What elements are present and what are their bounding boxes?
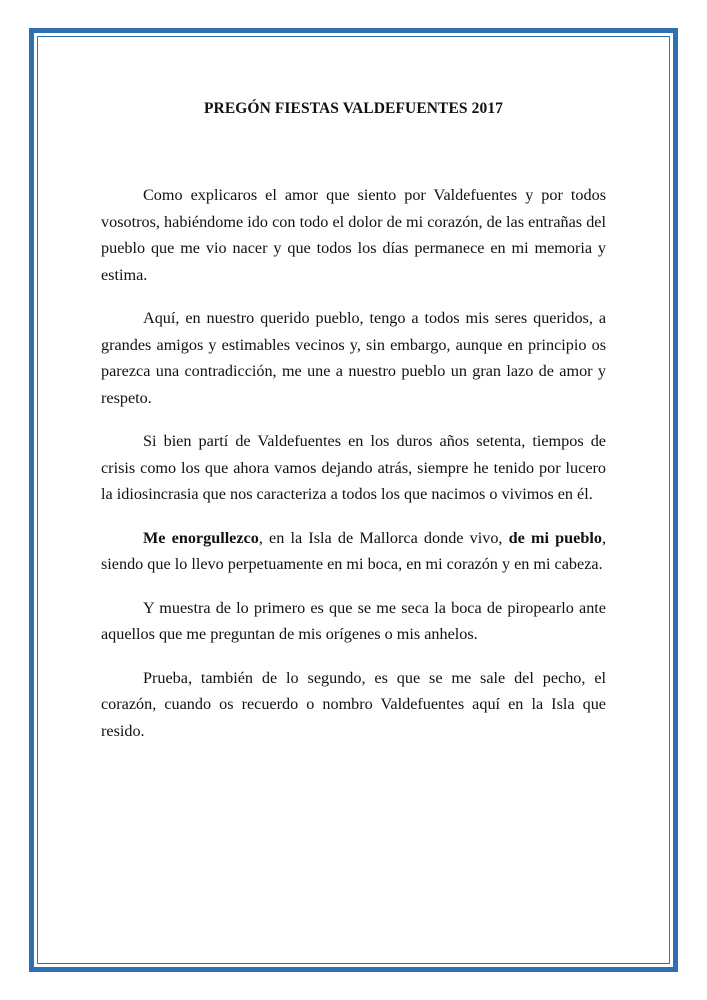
paragraph-1: Como explicaros el amor que siento por Valdefuentes y por todos vosotros, habiéndome ido con todo el dolor de mi corazón, de las entrañas del pueblo que me vio nacer y que todos los días permanece en mi memoria y estima. [101, 186, 606, 284]
document-body [101, 182, 606, 761]
paragraph-2: Aquí, en nuestro querido pueblo, tengo a todos mis seres queridos, a grandes amigos y estimables vecinos y, sin embargo, aunque en principio os parezca una contradicción, me une a nuestro pueblo un gran lazo de amor y respeto. [101, 309, 606, 407]
paragraph-4-middle: , en la Isla de Mallorca donde vivo, [258, 528, 509, 547]
paragraph-5: Y muestra de lo primero es que se me seca la boca de piropearlo ante aquellos que me preguntan de mis orígenes o mis anhelos. [101, 598, 606, 643]
document-title: PREGÓN FIESTAS VALDEFUENTES 2017 [203, 100, 504, 117]
paragraph-4-end: , siendo que lo llevo perpetuamente en mi boca, en mi corazón y en mi cabeza. [101, 528, 606, 573]
bold-phrase-de-mi-pueblo: de mi pueblo [508, 528, 602, 547]
paragraph-4 [101, 525, 606, 578]
paragraph-3: Si bien partí de Valdefuentes en los duros años setenta, tiempos de crisis como los que ahora vamos dejando atrás, siempre he tenido por lucero la idiosincrasia que nos caracteriza a todos los que nacimos o vivimos en él. [101, 432, 606, 503]
paragraph-6: Prueba, también de lo segundo, es que se me sale del pecho, el corazón, cuando os recuerdo o nombro Valdefuentes aquí en la Isla que resido. [101, 668, 606, 740]
bold-phrase-enorgullezco: Me enorgullezco [143, 528, 259, 547]
